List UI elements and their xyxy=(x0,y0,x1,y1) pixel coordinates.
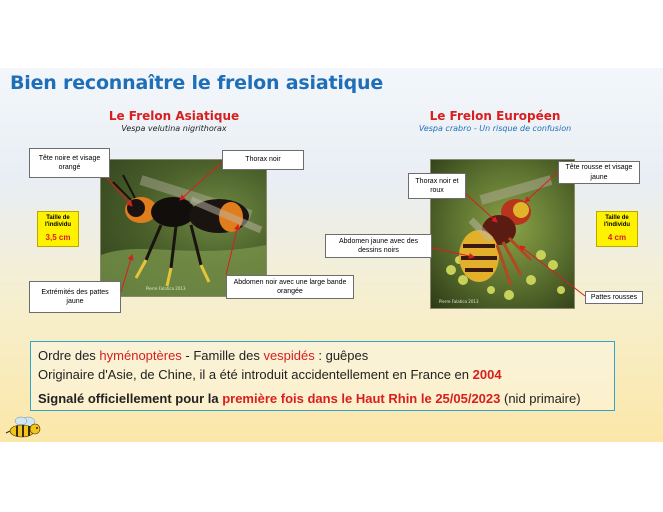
info-text: Signalé officiellement pour la xyxy=(38,391,223,406)
european-size-value: 4 cm xyxy=(607,233,627,242)
asian-size-badge xyxy=(37,211,79,247)
info-highlight-family: vespidés xyxy=(263,348,315,363)
info-text: Originaire d'Asie, de Chine, il a été introduit accidentellement en France en xyxy=(38,367,473,382)
info-highlight-date: première fois dans le Haut Rhin le 25/05/2023 xyxy=(222,391,501,406)
slide-title: Bien reconnaître le frelon asiatique xyxy=(10,72,384,94)
info-text: : guêpes xyxy=(314,348,369,363)
asian-label-thorax: Thorax noir xyxy=(222,150,304,170)
european-hornet-title: Le Frelon Européen xyxy=(429,109,561,123)
info-text: - Famille des xyxy=(181,348,264,363)
asian-size-title: Taille de l'individu xyxy=(44,215,72,228)
info-line-order xyxy=(38,348,368,363)
info-highlight-year: 2004 xyxy=(472,367,502,382)
european-hornet-latin: Vespa crabro - Un risque de confusion xyxy=(418,124,572,133)
info-line-origin xyxy=(38,367,502,382)
asian-label-head: Tête noire et visage orangé xyxy=(29,148,110,178)
asian-label-abdomen: Abdomen noir avec une large bande orangée xyxy=(226,275,354,299)
european-label-legs: Pattes rousses xyxy=(585,291,643,304)
asian-photo-credit: Pierre Falatico 2013 xyxy=(146,286,186,291)
info-highlight-order: hyménoptères xyxy=(99,348,182,363)
asian-hornet-title: Le Frelon Asiatique xyxy=(108,109,240,123)
european-photo-credit: Pierre Falatico 2013 xyxy=(439,299,479,304)
european-label-head: Tête rousse et visage jaune xyxy=(558,161,640,184)
european-label-abdomen: Abdomen jaune avec des dessins noirs xyxy=(325,234,432,258)
bee-logo-icon xyxy=(4,414,44,442)
info-text: (nid primaire) xyxy=(500,391,581,406)
asian-hornet-latin: Vespa velutina nigrithorax xyxy=(121,124,227,133)
asian-size-value: 3,5 cm xyxy=(45,233,71,242)
asian-label-legs: Extrémités des pattes jaune xyxy=(29,281,121,313)
info-text: Ordre des xyxy=(38,348,100,363)
info-box xyxy=(30,341,615,411)
european-label-thorax: Thorax noir et roux xyxy=(408,173,466,199)
european-size-badge xyxy=(596,211,638,247)
info-line-report xyxy=(38,391,581,406)
european-size-title: Taille de l'individu xyxy=(603,215,631,228)
